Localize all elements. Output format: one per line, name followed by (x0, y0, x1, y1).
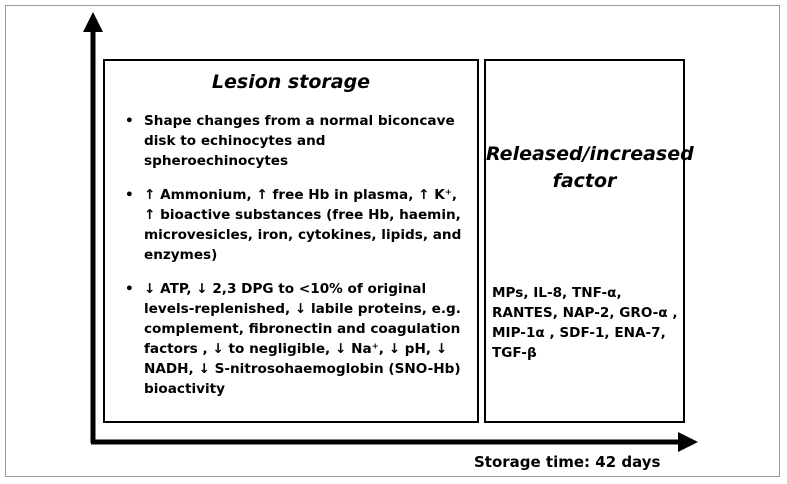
released-factor-box (484, 59, 694, 423)
released-factor-title: Released/increased factor (486, 143, 694, 192)
y-axis-arrowhead (83, 12, 103, 32)
lesion-item-increase: • ↑ Ammonium, ↑ free Hb in plasma, ↑ K⁺, ↑ bioactive substances (free Hb, haemin, microvesicles, iron, cytokines, lipids, and enzymes) (125, 185, 469, 265)
lesion-item-decrease: • ↓ ATP, ↓ 2,3 DPG to <10% of original levels-replenished, ↓ labile proteins, e.g. complement, fibronectin and coagulation factors , ↓ to negligible, ↓ Na⁺, ↓ pH, ↓ NADH, ↓ S-nitrosohaemoglobin (SNO-Hb) bioactivity (125, 279, 469, 399)
lesion-item-shape: • Shape changes from a normal biconcave disk to echinocytes and spheroechinocytes (125, 111, 469, 171)
x-axis-label: Storage time: 42 days (474, 453, 661, 471)
lesion-list (105, 111, 477, 399)
lesion-storage-title: Lesion storage (211, 71, 371, 93)
released-factor-list: MPs, IL-8, TNF-α, RANTES, NAP-2, GRO-α , MIP-1α , SDF-1, ENA-7, TGF-β (492, 285, 678, 361)
x-axis-arrowhead (678, 432, 698, 452)
lesion-storage-box (103, 59, 479, 423)
